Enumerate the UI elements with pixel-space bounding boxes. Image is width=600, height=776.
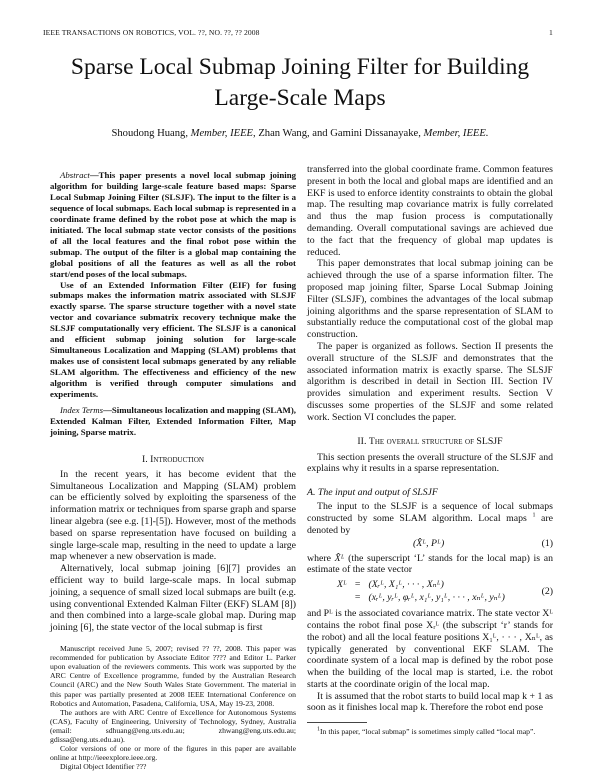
abstract-paragraph-1: —This paper presents a novel local submap joining algorithm for building large-scale feature based maps: Sparse Local Submap Joining Filter (SLSJF). The input to the filter is a sequence of local submaps. Each local submap is represented in a coordinate frame defined by the robot pose at which the map is initiated. The local submap state vector consists of the positions of all the local features and the final robot pose within the submap. The output of the filter is a global map containing the global positions of all the features as well as all the robot start/end poses of the local submaps. <box>50 170 296 279</box>
equation-2-lhs: Xᴸ <box>337 579 347 591</box>
equation-1-number: (1) <box>541 537 553 549</box>
equation-1 <box>307 538 553 550</box>
footnote-ref-1: 1 <box>532 512 536 519</box>
footnote-rule <box>307 722 367 723</box>
section-number: I. <box>142 453 151 465</box>
intro-paragraph-2: Alternatively, local submap joining [6][7] provides an efficient way to build large-scale maps. In local submap joining, a sequence of small sized local submaps are built (e.g. using conventional Extended Kalman Filter (EKF) SLAM [8]) and then combined into a large-scale global map. During map joining [6], the state vector of the local submap is first <box>50 563 296 634</box>
index-terms-label: Index Terms <box>60 405 104 416</box>
footnote-1 <box>307 727 553 736</box>
section-2-paragraph: This section presents the overall structure of the SLSJF and explains why it results in a sparse representation. <box>307 451 553 475</box>
intro-body-right <box>307 164 553 424</box>
equation-2-rhs-2: (xᵣᴸ, yᵣᴸ, φᵣᴸ, x₁ᴸ, y₁ᴸ, · · · , xₙᴸ, yₙᴸ) <box>368 592 505 604</box>
subsection-a-paragraph-1-end: are denoted by <box>307 512 553 536</box>
equation-2-number: (2) <box>541 585 553 597</box>
footnote-authors: The authors are with ARC Centre of Excellence for Autonomous Systems (CAS), Faculty of Engineering, University of Technology, Sydney, Australia (email: sdhuang@eng.uts.edu.au; zhwang@eng.uts.edu.au; gdissa@eng.uts.edu.au). <box>50 707 296 744</box>
index-terms: —Simultaneous localization and mapping (SLAM), Extended Kalman Filter, Extended Information Filter, Map joining, Sparse matrix. <box>50 405 296 437</box>
footnote-color: Color versions of one or more of the figures in this paper are available online at http://ieeexplore.ieee.org. <box>50 744 296 763</box>
equals-sign: = <box>354 592 361 604</box>
section-heading-introduction <box>50 454 296 466</box>
footnote-area <box>307 714 553 736</box>
left-column <box>50 170 296 771</box>
subsection-a-paragraph-3: and Pᴸ is the associated covariance matrix. The state vector Xᴸ contains the robot final pose Xᵣᴸ (the subscript ‘r’ stands for the robot) and all the local feature positions X₁ᴸ, · · · , Xₙᴸ, as typically generated by conventional EKF SLAM. The coordinate system of a local map is defined by the robot pose when the building of the local map is started, i.e. the robot starts at the coordinate origin of the local map. <box>307 608 553 690</box>
equation-2 <box>307 579 553 604</box>
intro-paragraph-1: In the recent years, it has become evident that the Simultaneous Localization and Mapping (SLAM) problem can be efficiently solved by exploiting the sparseness of the information matrix or techniques from sparse graph and sparse linear algebra (see e.g. [1]-[5]). However, most of the methods based on sparse representation have focused on building a single large-scale map, resulting in the need to update a large map whenever a new observation is made. <box>50 468 296 563</box>
abstract-label: Abstract <box>60 170 90 180</box>
footnote-mark: 1 <box>317 726 320 733</box>
title-line-2: Large-Scale Maps <box>214 85 386 111</box>
subsection-heading-a: A. The input and output of SLSJF <box>307 487 438 499</box>
page-number: 1 <box>549 28 553 37</box>
footnote-1-text: In this paper, “local submap” is sometimes simply called “local map”. <box>320 727 536 737</box>
section-title: The overall structure of <box>368 435 477 447</box>
author-1-role: Member, IEEE <box>190 128 254 139</box>
author-2-3: , Zhan Wang, and Gamini Dissanayake, <box>253 128 424 139</box>
subsection-a-paragraph-4: It is assumed that the robot starts to build local map k + 1 as soon as it finishes local map k. Therefore the robot end pose <box>307 690 553 714</box>
section-title: Introduction <box>150 453 204 465</box>
intro-paragraph-4: The paper is organized as follows. Section II presents the overall structure of the SLSJF and demonstrates that the associated information matrix is exactly sparse. The SLSJF algorithm is described in detail in Section III. Section IV provides simulation and experiment results. Section V discusses some properties of the SLSJF and some related work. Section VI concludes the paper. <box>307 340 553 423</box>
section-number: II. <box>357 435 369 447</box>
right-column <box>307 164 553 736</box>
subsection-a-paragraph-1: The input to the SLSJF is a sequence of local submaps constructed by some SLAM algorithm. Local maps <box>307 501 553 524</box>
author-list <box>0 128 600 139</box>
equation-1-body: (X̂ᴸ, Pᴸ) <box>413 537 445 549</box>
where-text: where <box>307 552 335 564</box>
intro-body-left <box>50 469 296 634</box>
subsection-a-body <box>307 501 553 714</box>
first-page-footnotes <box>50 634 296 771</box>
section-title-tail: SLSJF <box>476 435 503 447</box>
author-1: Shoudong Huang, <box>111 128 191 139</box>
where-text-rest: (the superscript ‘L’ stands for the local map) is an estimate of the state vector <box>307 552 553 576</box>
footnote-manuscript: Manuscript received June 5, 2007; revised ?? ??, 2008. This paper was recommended for publication by Associate Editor ???? and Editor L. Parker upon evaluation of the reviewers comments. This work was supported by the ARC Centre of Excellence programme, funded by the Australian Research Council (ARC) and the New South Wales State Government. The material in this paper was partially presented at 2008 IEEE International Conference on Robotics and Automation, Pasadena, California, USA, May 19-23, 2008. <box>50 644 296 708</box>
author-3-role: Member, IEEE. <box>423 128 489 139</box>
section-2-intro <box>307 452 553 476</box>
paper-title <box>0 52 600 114</box>
inline-math-xhat: X̂ᴸ <box>334 552 345 564</box>
abstract <box>50 170 296 438</box>
footnote-doi: Digital Object Identifier ??? <box>60 762 147 772</box>
abstract-paragraph-2: Use of an Extended Information Filter (EIF) for fusing submaps makes the information matrix associated with SLSJF exactly sparse. The sparse structure together with a novel state vector and covariance submatrix recovery technique make the SLSJF computationally very efficient. The SLSJF is a canonical and efficient submap joining solution for large-scale Simultaneous Localization and Mapping (SLAM) problems that makes use of consistent local submaps generated by any reliable SLAM algorithm. The effectiveness and efficiency of the new algorithm is verified through computer simulations and experiments. <box>50 279 296 400</box>
intro-paragraph-3: This paper demonstrates that local submap joining can be achieved through the use of a sparse information filter. The proposed map joining filter, Sparse Local Submap Joining Filter (SLSJF), combines the advantages of the local submap joining algorithms and the sparse representation of SLAM to substantially reduce the computational cost of the global map construction. <box>307 258 553 341</box>
running-header: IEEE TRANSACTIONS ON ROBOTICS, VOL. ??, NO. ??, ?? 2008 <box>43 28 260 37</box>
equation-2-rhs-1: (Xᵣᴸ, X₁ᴸ, · · · , Xₙᴸ) <box>368 579 444 591</box>
section-heading-overall-structure <box>307 436 553 448</box>
equals-sign: = <box>354 579 361 591</box>
title-line-1: Sparse Local Submap Joining Filter for Building <box>70 54 530 80</box>
intro-paragraph-2-cont: transferred into the global coordinate frame. Common features present in both the local and global maps are identified and an EKF is used to enforce identity constraints to obtain the global map. The resulting map covariance matrix is fully correlated and thus the map fusion process is computationally demanding. Overall computational savings are achieved due to the fact that the frequency of global map updates is reduced. <box>307 164 553 258</box>
